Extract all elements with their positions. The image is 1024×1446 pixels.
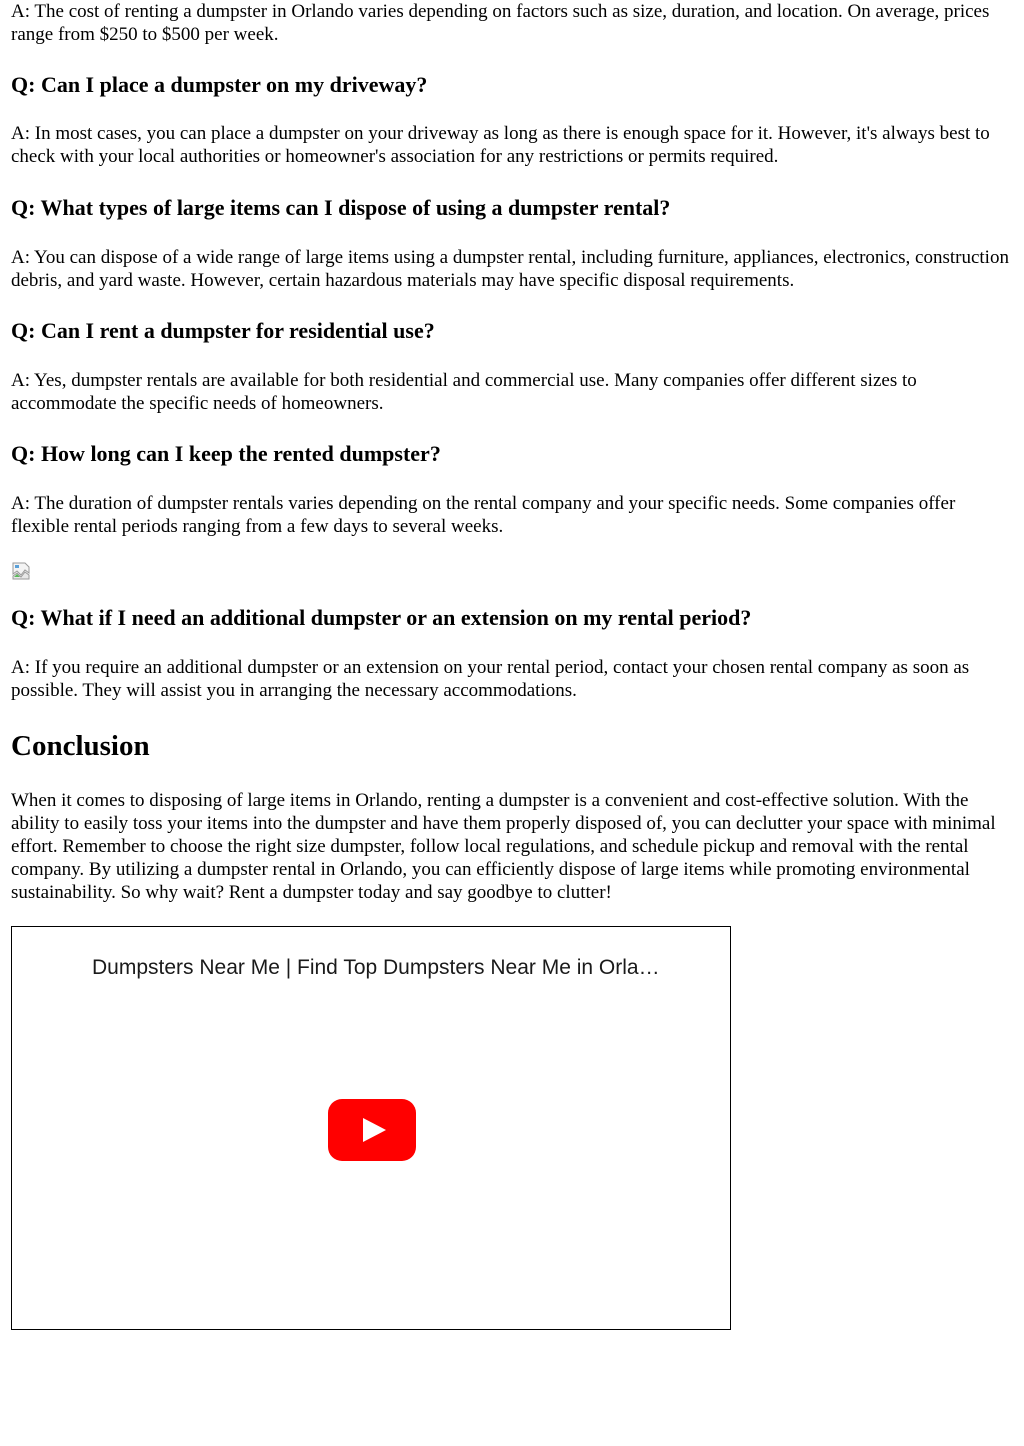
faq-answer: A: In most cases, you can place a dumpster on your driveway as long as there is enough space for it. However, it's always best to check with your local authorities or homeowner's association for any restrictions or permits required.	[11, 123, 990, 167]
video-title[interactable]: Dumpsters Near Me | Find Top Dumpsters Near Me in Orla…	[92, 956, 660, 979]
faq-question: Q: What types of large items can I dispose of using a dumpster rental?	[11, 195, 671, 220]
faq-answer: A: The duration of dumpster rentals varies depending on the rental company and your specific needs. Some companies offer flexible rental periods ranging from a few days to several weeks.	[11, 493, 956, 537]
faq-question: Q: Can I place a dumpster on my driveway?	[11, 72, 428, 97]
youtube-play-icon[interactable]	[328, 1099, 416, 1161]
faq-question: Q: What if I need an additional dumpster or an extension on my rental period?	[11, 605, 752, 630]
conclusion-heading: Conclusion	[11, 730, 150, 762]
faq-answer: A: You can dispose of a wide range of large items using a dumpster rental, including furniture, appliances, electronics, construction debris, and yard waste. However, certain hazardous materials may have specific disposal requirements.	[11, 247, 1009, 291]
faq-answer: A: Yes, dumpster rentals are available for both residential and commercial use. Many companies offer different sizes to accommodate the specific needs of homeowners.	[11, 370, 917, 414]
faq-answer: A: If you require an additional dumpster or an extension on your rental period, contact your chosen rental company as soon as possible. They will assist you in arranging the necessary accommodations.	[11, 657, 970, 701]
faq-answer: A: The cost of renting a dumpster in Orlando varies depending on factors such as size, duration, and location. On average, prices range from $250 to $500 per week.	[11, 1, 990, 45]
conclusion-text: When it comes to disposing of large items in Orlando, renting a dumpster is a convenient and cost-effective solution. With the ability to easily toss your items into the dumpster and have them properly disposed of, you can declutter your space with minimal effort. Remember to choose the right size dumpster, follow local regulations, and schedule pickup and removal with the rental company. By utilizing a dumpster rental in Orlando, you can efficiently dispose of large items while promoting environmental sustainability. So why wait? Rent a dumpster today and say goodbye to clutter!	[11, 790, 996, 903]
faq-question: Q: Can I rent a dumpster for residential use?	[11, 318, 435, 343]
broken-image-icon	[11, 561, 31, 581]
faq-question: Q: How long can I keep the rented dumpster?	[11, 441, 441, 466]
video-embed[interactable]	[11, 926, 731, 1330]
